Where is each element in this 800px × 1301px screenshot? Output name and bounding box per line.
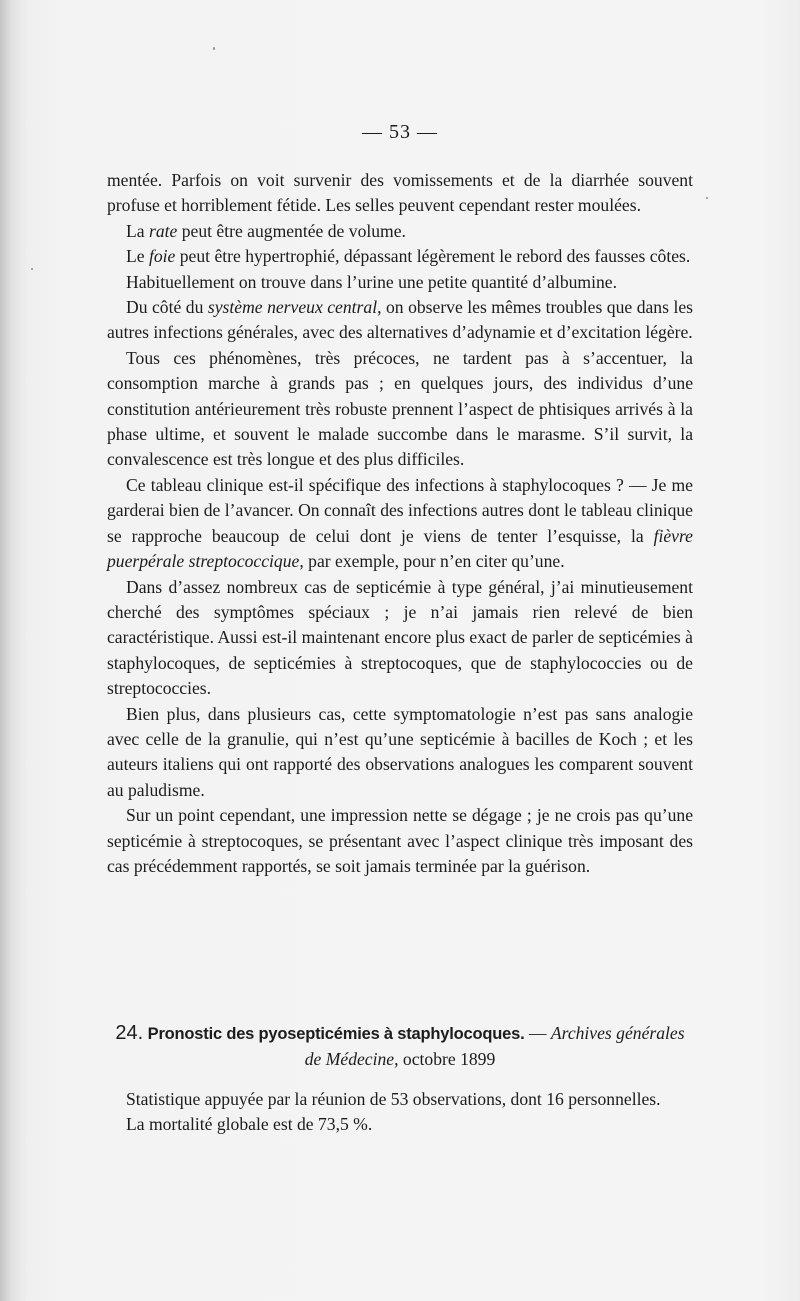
italic-term: foie — [148, 246, 176, 267]
bibliography-entry — [107, 1021, 693, 1138]
text-run: peut être augmentée de volume. — [177, 220, 406, 241]
text-run: peut être hypertrophié, dépassant légèrement le rebord des fausses côtes. — [175, 246, 691, 267]
page-number: — 53 — — [362, 121, 438, 143]
paper-speck — [706, 197, 708, 199]
body-paragraph — [107, 270, 693, 295]
text-run: Du côté du — [126, 297, 208, 318]
paper-speck — [213, 47, 215, 50]
body-paragraph — [107, 168, 693, 219]
entry-title: Pronostic des pyosepticémies à staphylocoques. — [147, 1025, 525, 1043]
text-run: Sur un point cependant, une impression nette se dégage ; je ne crois pas qu’une septicémie à streptocoques, se présentant avec l’aspect clinique très imposant des cas précédemment rapportés, se soit jamais terminée par la guérison. — [107, 805, 693, 876]
body-paragraph — [107, 219, 693, 244]
text-run: , par exemple, pour n’en citer qu’une. — [299, 551, 565, 572]
text-run: Habituellement on trouve dans l’urine une petite quantité d’albumine. — [126, 271, 618, 292]
entry-journal: Archives générales de Médecine — [304, 1023, 685, 1070]
text-run: La — [126, 220, 149, 241]
body-paragraph — [107, 244, 693, 269]
text-run: Dans d’assez nombreux cas de septicémie à type général, j’ai minutieusement cherché des symptômes spéciaux ; je n’ai jamais rien relevé de bien caractéristique. Aussi est-il maintenant encore plus exact de parler de septicémies à staphylocoques, de septicémies à streptocoques, que de staphylococcies ou de streptococcies. — [107, 576, 693, 699]
entry-date: , octobre 1899 — [394, 1049, 496, 1070]
body-paragraph — [107, 346, 693, 473]
text-run: Bien plus, dans plusieurs cas, cette symptomatologie n’est pas sans analogie avec celle de la granulie, qui n’est qu’une septicémie à bacilles de Koch ; et les auteurs italiens qui ont rapporté des observations analogues les comparent souvent au paludisme. — [107, 703, 693, 800]
entry-number: 24. — [115, 1022, 144, 1044]
entry-separator: — — [524, 1023, 551, 1043]
entry-heading — [107, 1021, 693, 1073]
body-paragraph — [107, 702, 693, 804]
text-run: Ce tableau clinique est-il spécifique des infections à staphylocoques ? — Je me garderai bien de l’avancer. On connaît des infections autres dont le tableau clinique se rapproche beaucoup de celui dont je viens de tenter l’esquisse, la — [107, 474, 693, 546]
body-paragraph — [107, 473, 693, 575]
text-run: Tous ces phénomènes, très précoces, ne tardent pas à s’accentuer, la consomption marche à grands pas ; en quelques jours, des individus d’une constitution antérieurement très robuste prennent l’aspect de phtisiques arrivés à la phase ultime, et souvent le malade succombe dans le marasme. S’il survit, la convalescence est très longue et des plus difficiles. — [107, 347, 693, 470]
italic-term: système nerveux central — [207, 297, 378, 318]
paper-speck — [31, 268, 33, 270]
entry-paragraph: Statistique appuyée par la réunion de 53 observations, dont 16 personnelles. — [126, 1088, 661, 1109]
text-run: , on observe les mêmes troubles que dans les autres infections générales, avec des alternatives d’adynamie et d’excitation légère. — [107, 297, 693, 343]
italic-term: rate — [148, 220, 178, 241]
entry-paragraph: La mortalité globale est de 73,5 %. — [126, 1114, 373, 1135]
body-paragraph — [107, 803, 693, 879]
body-paragraph — [107, 295, 693, 346]
text-run: mentée. Parfois on voit survenir des vomissements et de la diarrhée souvent profuse et horriblement fétide. Les selles peuvent cependant rester moulées. — [107, 170, 693, 216]
body-paragraph — [107, 575, 693, 702]
body-text — [107, 168, 693, 879]
italic-term: fièvre puerpérale streptococcique — [107, 525, 693, 572]
text-run: Le — [126, 246, 149, 267]
